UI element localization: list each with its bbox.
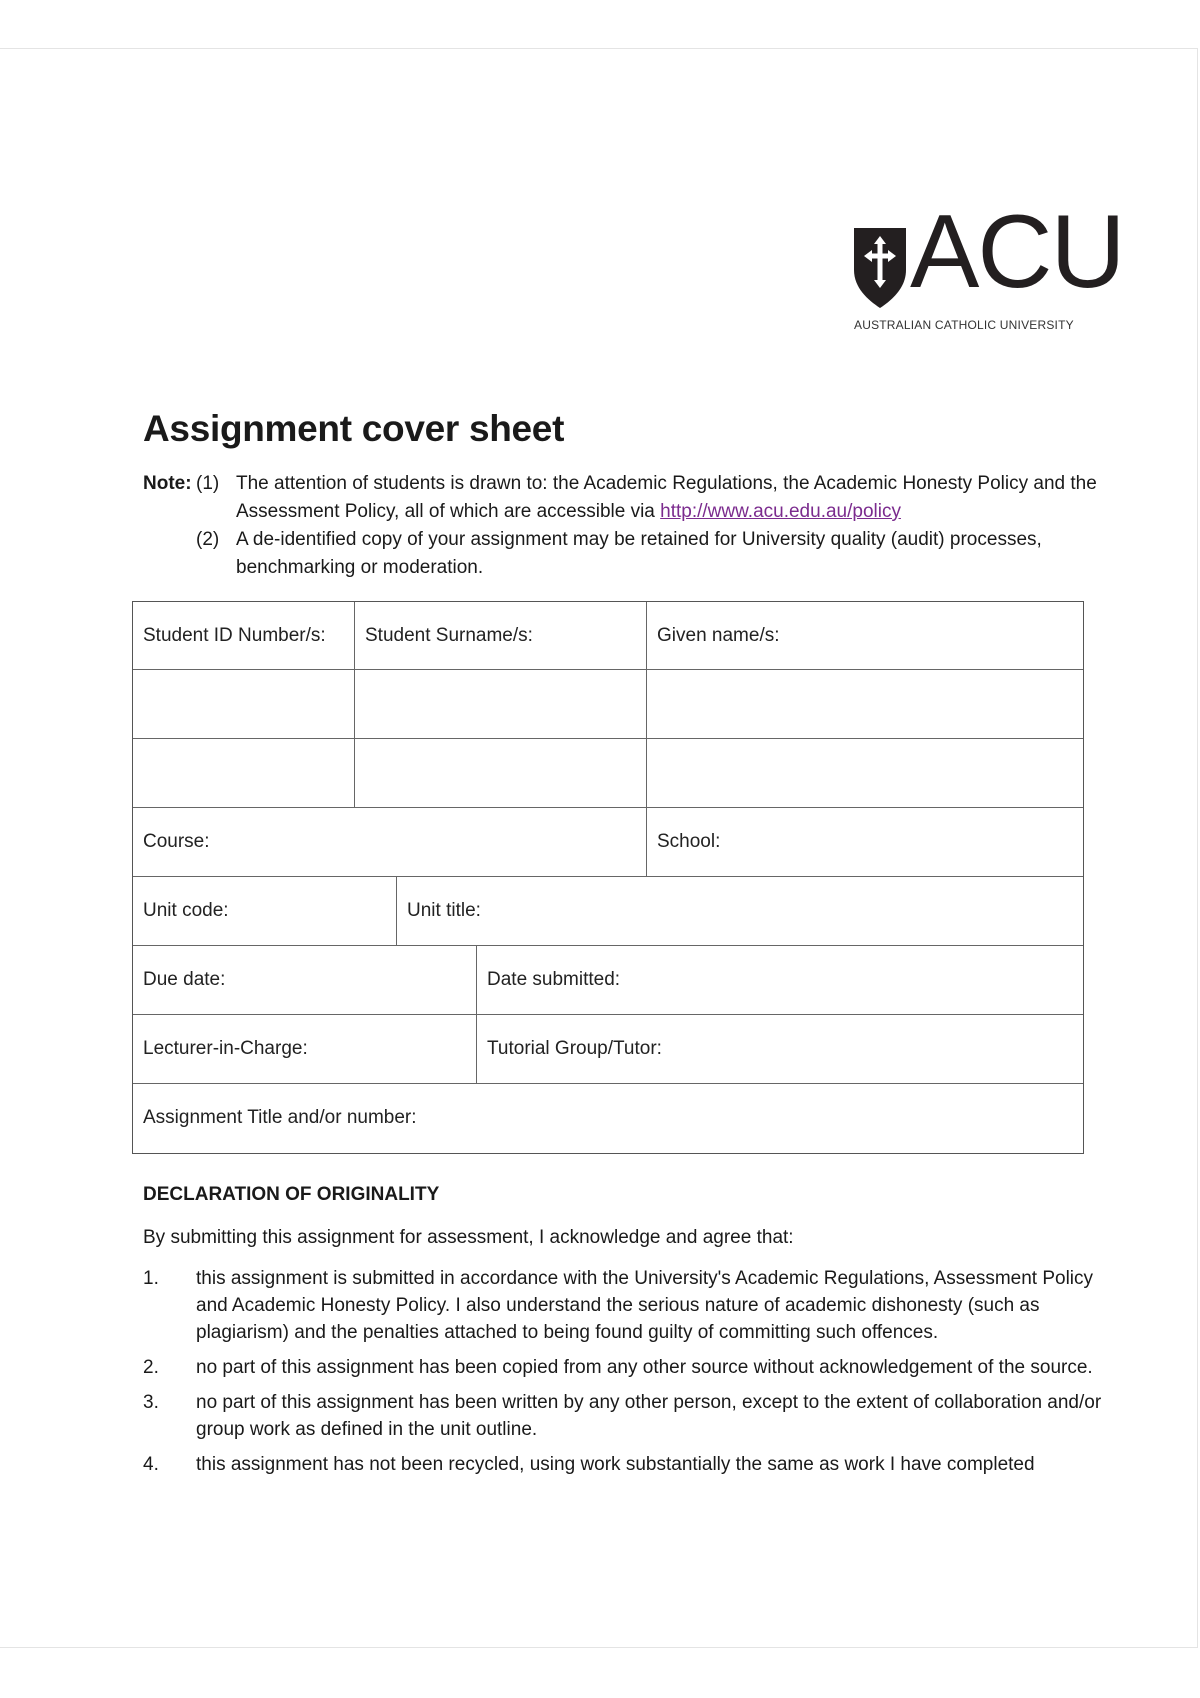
list-item-number: 4. bbox=[143, 1454, 159, 1475]
student-id-field[interactable] bbox=[133, 670, 355, 739]
note-item bbox=[143, 526, 1103, 582]
student-surname-label: Student Surname/s: bbox=[355, 602, 647, 670]
list-item-text: no part of this assignment has been written by any other person, except to the extent of collaboration and/or group work as defined in the unit outline. bbox=[196, 1392, 1102, 1440]
list-item-text: no part of this assignment has been copied from any other source without acknowledgement of the source. bbox=[196, 1357, 1093, 1378]
due-date-field[interactable]: Due date: bbox=[133, 946, 477, 1015]
assignment-title-field[interactable]: Assignment Title and/or number: bbox=[143, 1107, 417, 1128]
course-field[interactable]: Course: bbox=[133, 808, 647, 877]
list-item bbox=[143, 1354, 1103, 1381]
list-item-number: 1. bbox=[143, 1268, 159, 1289]
lecturer-field[interactable]: Lecturer-in-Charge: bbox=[133, 1015, 477, 1084]
note-text: A de-identified copy of your assignment may be retained for University quality (audit) processes, benchmarking or moderation. bbox=[236, 529, 1042, 578]
list-item bbox=[143, 1451, 1103, 1478]
school-field[interactable]: School: bbox=[647, 808, 1083, 877]
tutorial-field[interactable]: Tutorial Group/Tutor: bbox=[477, 1015, 1083, 1084]
list-item-text: this assignment is submitted in accordance with the University's Academic Regulations, Assessment Policy and Academic Honesty Policy. I also understand the serious nature of academic dishonesty (such as plagiarism) and the penalties attached to being found guilty of committing such offences. bbox=[196, 1268, 1094, 1343]
given-names-label: Given name/s: bbox=[647, 602, 1083, 670]
note-number: (1) bbox=[196, 473, 220, 494]
page-title: Assignment cover sheet bbox=[143, 408, 565, 449]
note-item bbox=[143, 470, 1103, 526]
policy-link[interactable]: http://www.acu.edu.au/policy bbox=[660, 501, 901, 522]
shield-cross-icon bbox=[852, 226, 908, 310]
list-item bbox=[143, 1265, 1103, 1346]
logo-wordmark: ACU bbox=[910, 194, 1124, 310]
note-text-body: The attention of students is drawn to: the Academic Regulations, the Academic Honesty Policy and the Assessment Policy, all of which are accessible via bbox=[236, 473, 1097, 522]
note-label: Note: bbox=[143, 473, 192, 494]
given-names-field[interactable] bbox=[647, 739, 1083, 808]
cover-sheet-form bbox=[132, 601, 1084, 1154]
list-item bbox=[143, 1389, 1103, 1443]
date-submitted-field[interactable]: Date submitted: bbox=[477, 946, 1083, 1015]
notes-section bbox=[143, 470, 1103, 582]
student-id-field[interactable] bbox=[133, 739, 355, 808]
list-item-number: 3. bbox=[143, 1392, 159, 1413]
acu-logo bbox=[852, 194, 1124, 342]
list-item-text: this assignment has not been recycled, using work substantially the same as work I have completed bbox=[196, 1454, 1035, 1475]
student-id-label: Student ID Number/s: bbox=[133, 602, 355, 670]
unit-code-field[interactable]: Unit code: bbox=[133, 877, 397, 946]
unit-title-field[interactable]: Unit title: bbox=[397, 877, 1083, 946]
note-text bbox=[236, 470, 1103, 526]
declaration-heading: DECLARATION OF ORIGINALITY bbox=[143, 1184, 440, 1205]
declaration-list bbox=[143, 1265, 1103, 1486]
student-surname-field[interactable] bbox=[355, 670, 647, 739]
declaration-intro: By submitting this assignment for assessment, I acknowledge and agree that: bbox=[143, 1227, 794, 1248]
student-surname-field[interactable] bbox=[355, 739, 647, 808]
note-number: (2) bbox=[196, 529, 220, 550]
logo-subtitle: AUSTRALIAN CATHOLIC UNIVERSITY bbox=[854, 318, 1074, 332]
given-names-field[interactable] bbox=[647, 670, 1083, 739]
list-item-number: 2. bbox=[143, 1357, 159, 1378]
